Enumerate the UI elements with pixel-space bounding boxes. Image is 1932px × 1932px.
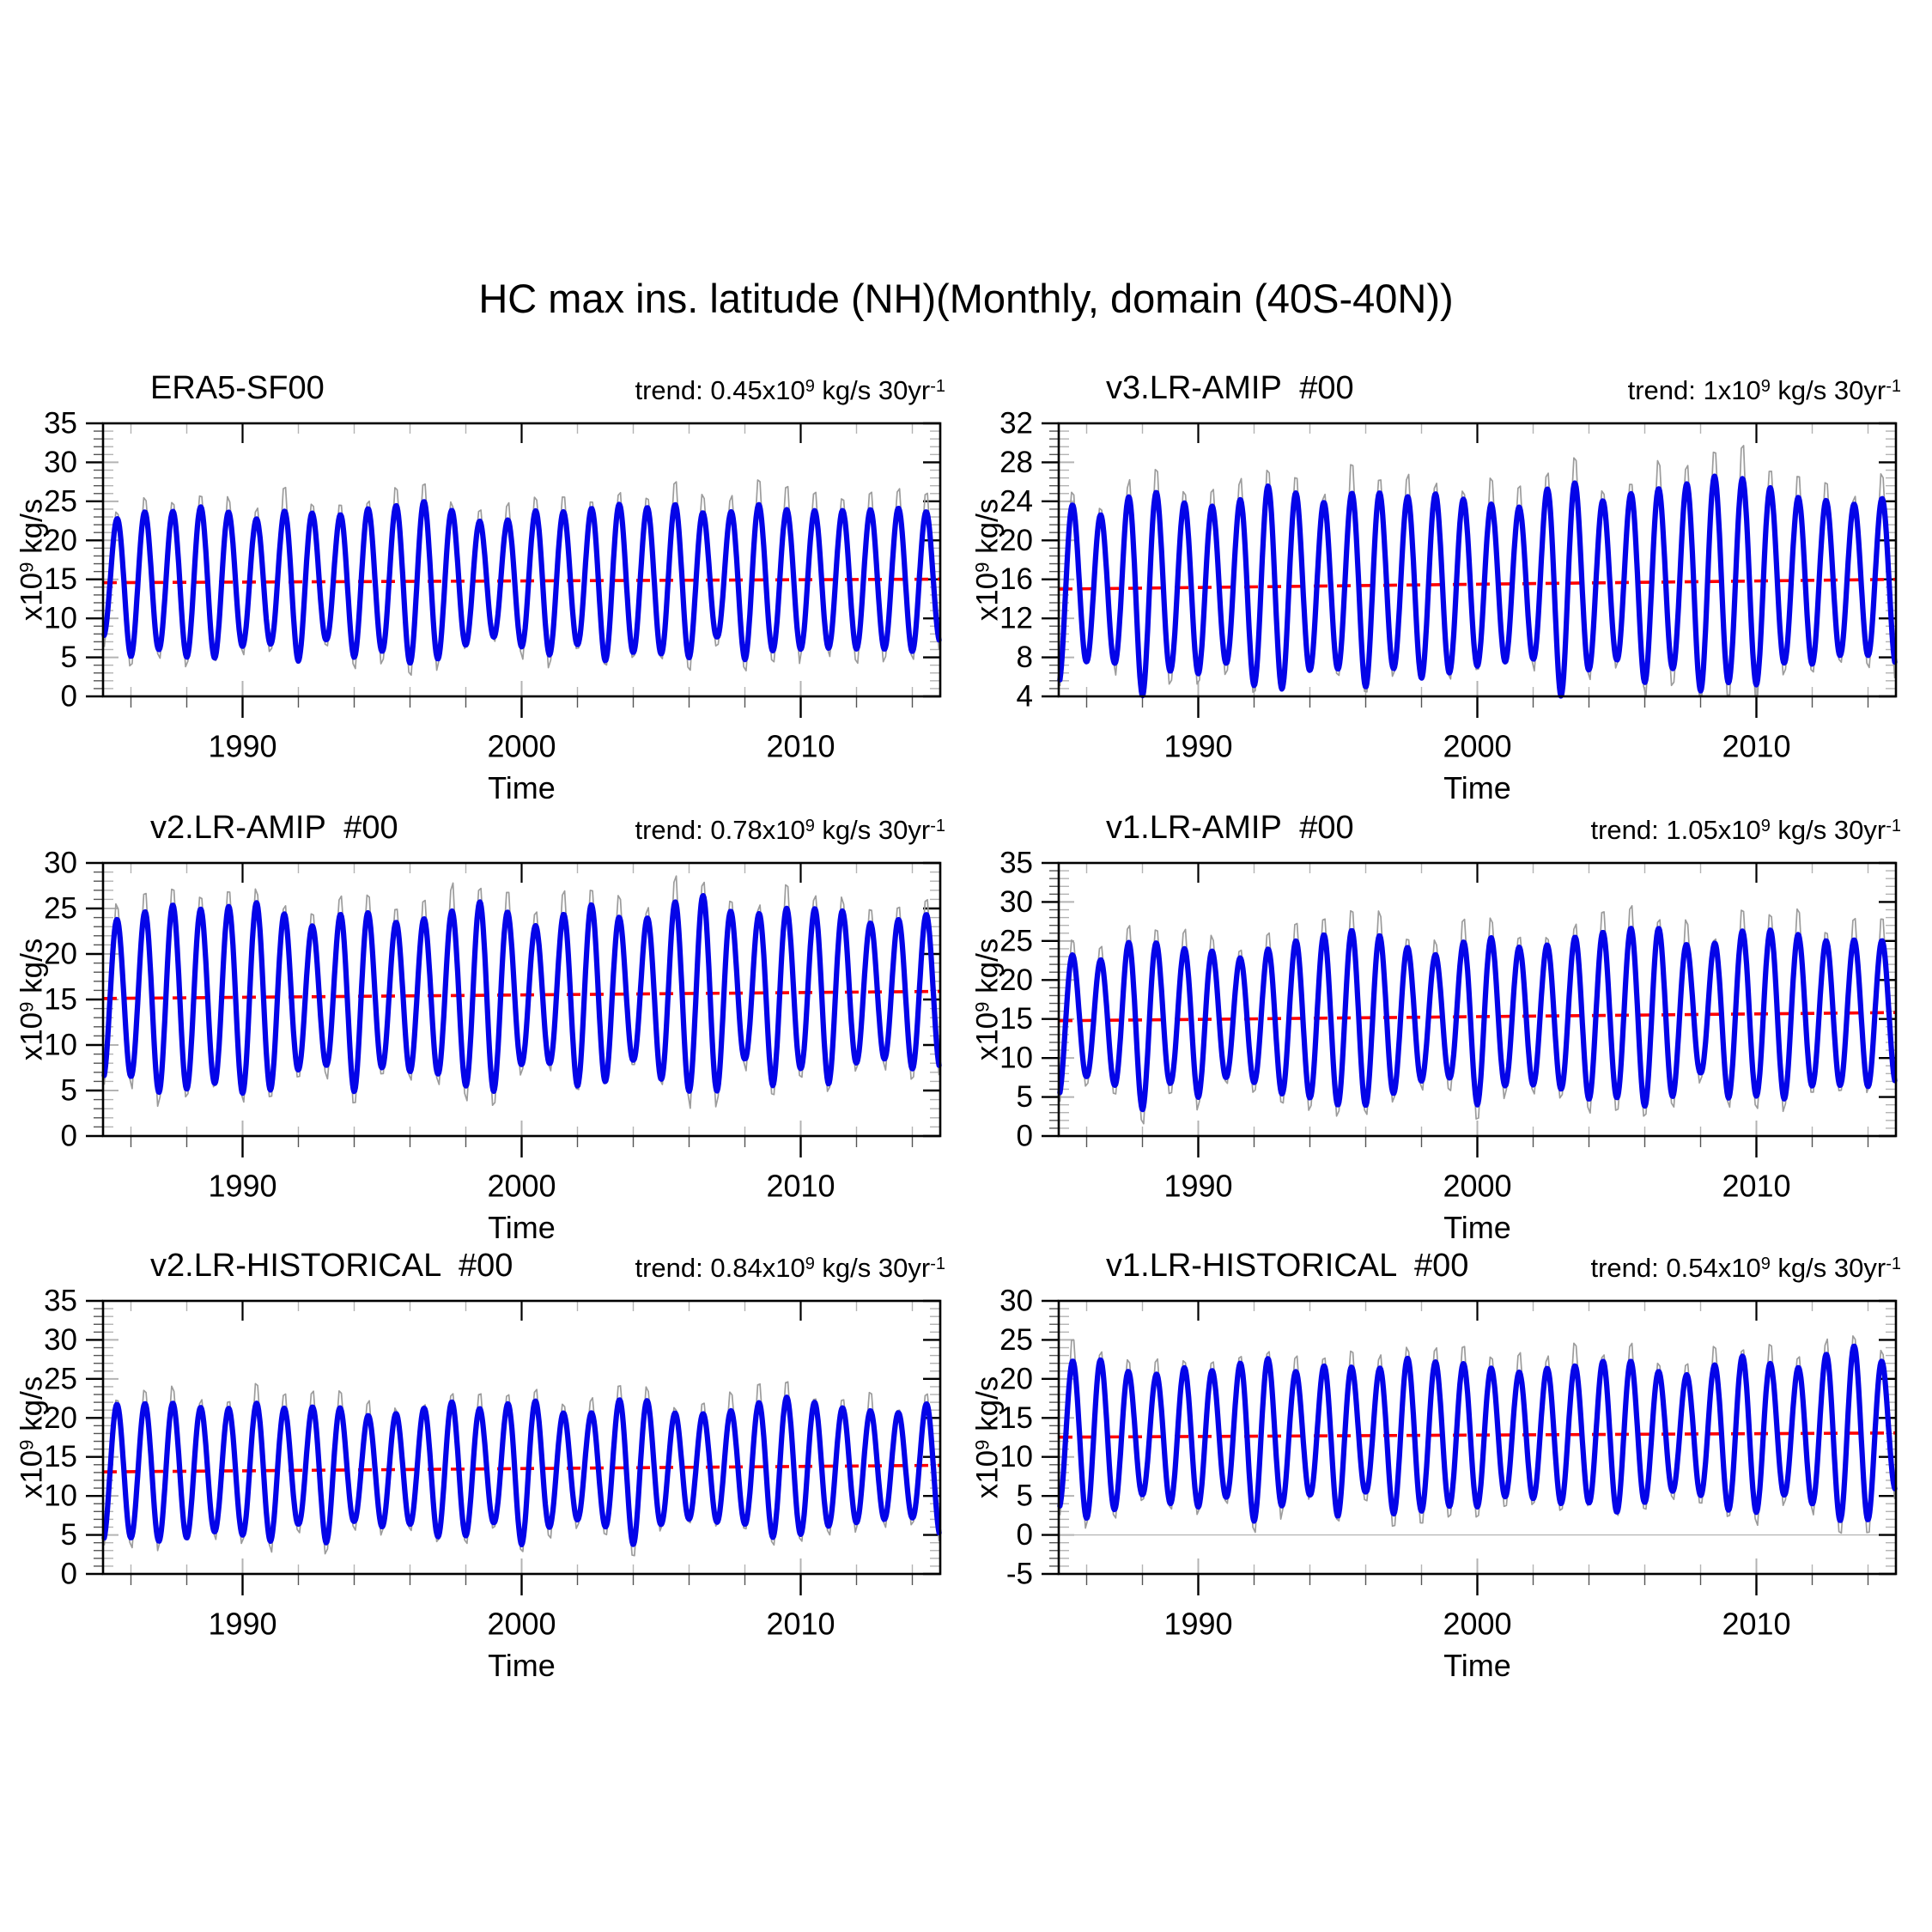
x-tick-label: 1990 [1163,1606,1233,1642]
panel-trend-label [635,1253,945,1284]
y-tick-label: 10 [44,1028,77,1062]
panel-trend-label [1590,815,1901,846]
trend-exponent: 9 [805,377,815,396]
y-tick-label: 20 [44,523,77,557]
y-label-units: kg/s [15,938,49,1002]
y-label-exp: 9 [15,1001,38,1012]
panel-title: v2.LR-HISTORICAL #00 [150,1248,513,1284]
x-axis-title: Time [488,770,556,805]
x-tick-label: 2010 [1722,1606,1791,1642]
y-label-units: kg/s [970,1376,1005,1440]
trend-exponent: 9 [1760,817,1771,835]
x-tick-label: 1990 [208,1606,277,1642]
series [1059,446,1896,696]
x-tick-label: 2000 [1443,728,1512,764]
series [1059,906,1896,1124]
y-tick-label: -5 [1005,1557,1033,1591]
series [103,876,940,1108]
y-tick-label: 15 [44,982,77,1017]
y-label-units: kg/s [15,498,49,562]
x-axis-title: Time [488,1648,556,1683]
series [1059,1336,1896,1534]
y-tick-label: 16 [999,562,1033,597]
series [103,480,940,675]
panel-trend-label [635,815,945,846]
y-tick-label: 20 [44,1400,77,1435]
panel-era5-sf00 [15,370,945,805]
panel-title: v2.LR-AMIP #00 [150,810,398,846]
y-tick-label: 20 [999,1362,1033,1396]
x-tick-label: 2010 [1722,1168,1791,1204]
y-tick-label: 5 [1016,1479,1033,1513]
y-tick-label: 35 [44,1284,77,1318]
trend-text: trend: 0.84x10 [635,1253,805,1283]
panel-title: ERA5-SF00 [150,370,325,406]
plot-area [999,1284,1896,1642]
plot-area [44,406,940,764]
trend-exponent-2: -1 [1886,1255,1901,1273]
trend-text: trend: 1.05x10 [1590,815,1761,845]
plot-area [999,846,1896,1204]
y-tick-label: 15 [44,562,77,597]
y-tick-label: 5 [60,1073,77,1108]
y-label-exp: 9 [971,1439,993,1450]
trend-line [103,1466,940,1473]
y-tick-label: 32 [999,406,1033,440]
y-tick-label: 12 [999,601,1033,635]
trend-line [1059,1433,1896,1437]
trend-exponent-2: -1 [930,1255,945,1273]
y-label-exp: 9 [15,1439,38,1450]
trend-line [1059,580,1896,589]
trend-units: kg/s 30yr [1770,375,1886,405]
trend-exponent-2: -1 [1886,817,1901,835]
y-tick-label: 25 [999,924,1033,958]
y-tick-label: 30 [44,445,77,479]
y-label-base: x10 [15,1449,49,1499]
panel-v3-lr-amip [970,370,1901,805]
y-label-base: x10 [970,1012,1005,1061]
y-tick-label: 15 [44,1440,77,1474]
trend-exponent: 9 [805,817,815,835]
y-tick-label: 25 [999,1322,1033,1357]
y-label-exp: 9 [15,562,38,573]
y-label-units: kg/s [970,498,1005,562]
trend-line [103,579,940,582]
x-tick-label: 2000 [487,728,556,764]
y-tick-label: 25 [44,484,77,519]
y-tick-label: 10 [999,1041,1033,1075]
y-tick-label: 0 [1016,1119,1033,1153]
y-tick-label: 15 [999,1002,1033,1036]
plot-area [44,846,940,1204]
y-tick-label: 28 [999,445,1033,479]
y-tick-label: 0 [60,1557,77,1591]
trend-units: kg/s 30yr [814,1253,931,1283]
trend-exponent-2: -1 [1886,377,1901,396]
y-label-exp: 9 [971,1001,993,1012]
y-tick-label: 4 [1016,679,1033,714]
trend-line [1059,1012,1896,1021]
trend-exponent-2: -1 [930,377,945,396]
y-tick-label: 0 [1016,1518,1033,1552]
trend-units: kg/s 30yr [1770,815,1886,845]
x-tick-label: 2010 [766,728,835,764]
x-tick-label: 2010 [766,1606,835,1642]
y-tick-label: 35 [44,406,77,440]
y-tick-label: 10 [44,1479,77,1513]
y-tick-label: 20 [44,937,77,971]
y-tick-label: 25 [44,891,77,926]
trend-exponent-2: -1 [930,817,945,835]
y-tick-label: 0 [60,1119,77,1153]
y-label-units: kg/s [970,938,1005,1002]
x-axis-title: Time [1443,1210,1511,1245]
x-tick-label: 2010 [1722,728,1791,764]
y-tick-label: 30 [44,846,77,880]
panel-v2-lr-historical [15,1248,945,1683]
y-tick-label: 25 [44,1362,77,1396]
y-tick-label: 30 [999,1284,1033,1318]
y-tick-label: 20 [999,963,1033,997]
x-tick-label: 1990 [208,728,277,764]
plot-area [44,1284,940,1642]
trend-exponent: 9 [805,1255,815,1273]
y-tick-label: 5 [60,641,77,675]
trend-exponent: 9 [1760,1255,1771,1273]
y-tick-label: 15 [999,1400,1033,1435]
y-label-units: kg/s [15,1376,49,1440]
panel-v1-lr-historical [970,1248,1901,1683]
y-tick-label: 5 [1016,1080,1033,1115]
x-tick-label: 2000 [487,1606,556,1642]
trend-text: trend: 1x10 [1627,375,1761,405]
panel-title: v1.LR-AMIP #00 [1106,810,1354,846]
x-tick-label: 2000 [1443,1168,1512,1204]
panel-title: v3.LR-AMIP #00 [1106,370,1354,406]
y-tick-label: 10 [44,601,77,635]
plot-area [999,406,1896,764]
panel-v2-lr-amip [15,810,945,1245]
y-tick-label: 5 [60,1518,77,1552]
figure-title: HC max ins. latitude (NH)(Monthly, domain (40S-40N)) [478,276,1454,321]
panel-trend-label [1590,1253,1901,1284]
x-tick-label: 1990 [1163,1168,1233,1204]
y-label-base: x10 [970,572,1005,622]
panel-trend-label [635,375,945,406]
y-label-base: x10 [15,1012,49,1061]
x-tick-label: 1990 [208,1168,277,1204]
y-tick-label: 20 [999,523,1033,557]
trend-units: kg/s 30yr [1770,1253,1886,1283]
y-tick-label: 10 [999,1440,1033,1474]
x-tick-label: 2000 [487,1168,556,1204]
trend-exponent: 9 [1760,377,1771,396]
smoothed-seasonal-line [1060,477,1894,696]
series [103,1382,940,1555]
trend-line [103,992,940,999]
x-axis-title: Time [1443,770,1511,805]
y-label-exp: 9 [971,562,993,573]
trend-text: trend: 0.45x10 [635,375,805,405]
y-tick-label: 8 [1016,641,1033,675]
y-label-base: x10 [970,1449,1005,1499]
y-tick-label: 30 [999,884,1033,919]
panel-trend-label [1628,375,1901,406]
panel-title: v1.LR-HISTORICAL #00 [1106,1248,1469,1284]
y-tick-label: 24 [999,484,1033,519]
trend-units: kg/s 30yr [814,815,931,845]
y-tick-label: 35 [999,846,1033,880]
x-axis-title: Time [488,1210,556,1245]
panel-v1-lr-amip [970,810,1901,1245]
x-tick-label: 1990 [1163,728,1233,764]
y-tick-label: 30 [44,1322,77,1357]
trend-text: trend: 0.78x10 [635,815,805,845]
y-label-base: x10 [15,572,49,622]
trend-text: trend: 0.54x10 [1590,1253,1761,1283]
trend-units: kg/s 30yr [814,375,931,405]
x-axis-title: Time [1443,1648,1511,1683]
x-tick-label: 2010 [766,1168,835,1204]
y-tick-label: 0 [60,679,77,714]
x-tick-label: 2000 [1443,1606,1512,1642]
